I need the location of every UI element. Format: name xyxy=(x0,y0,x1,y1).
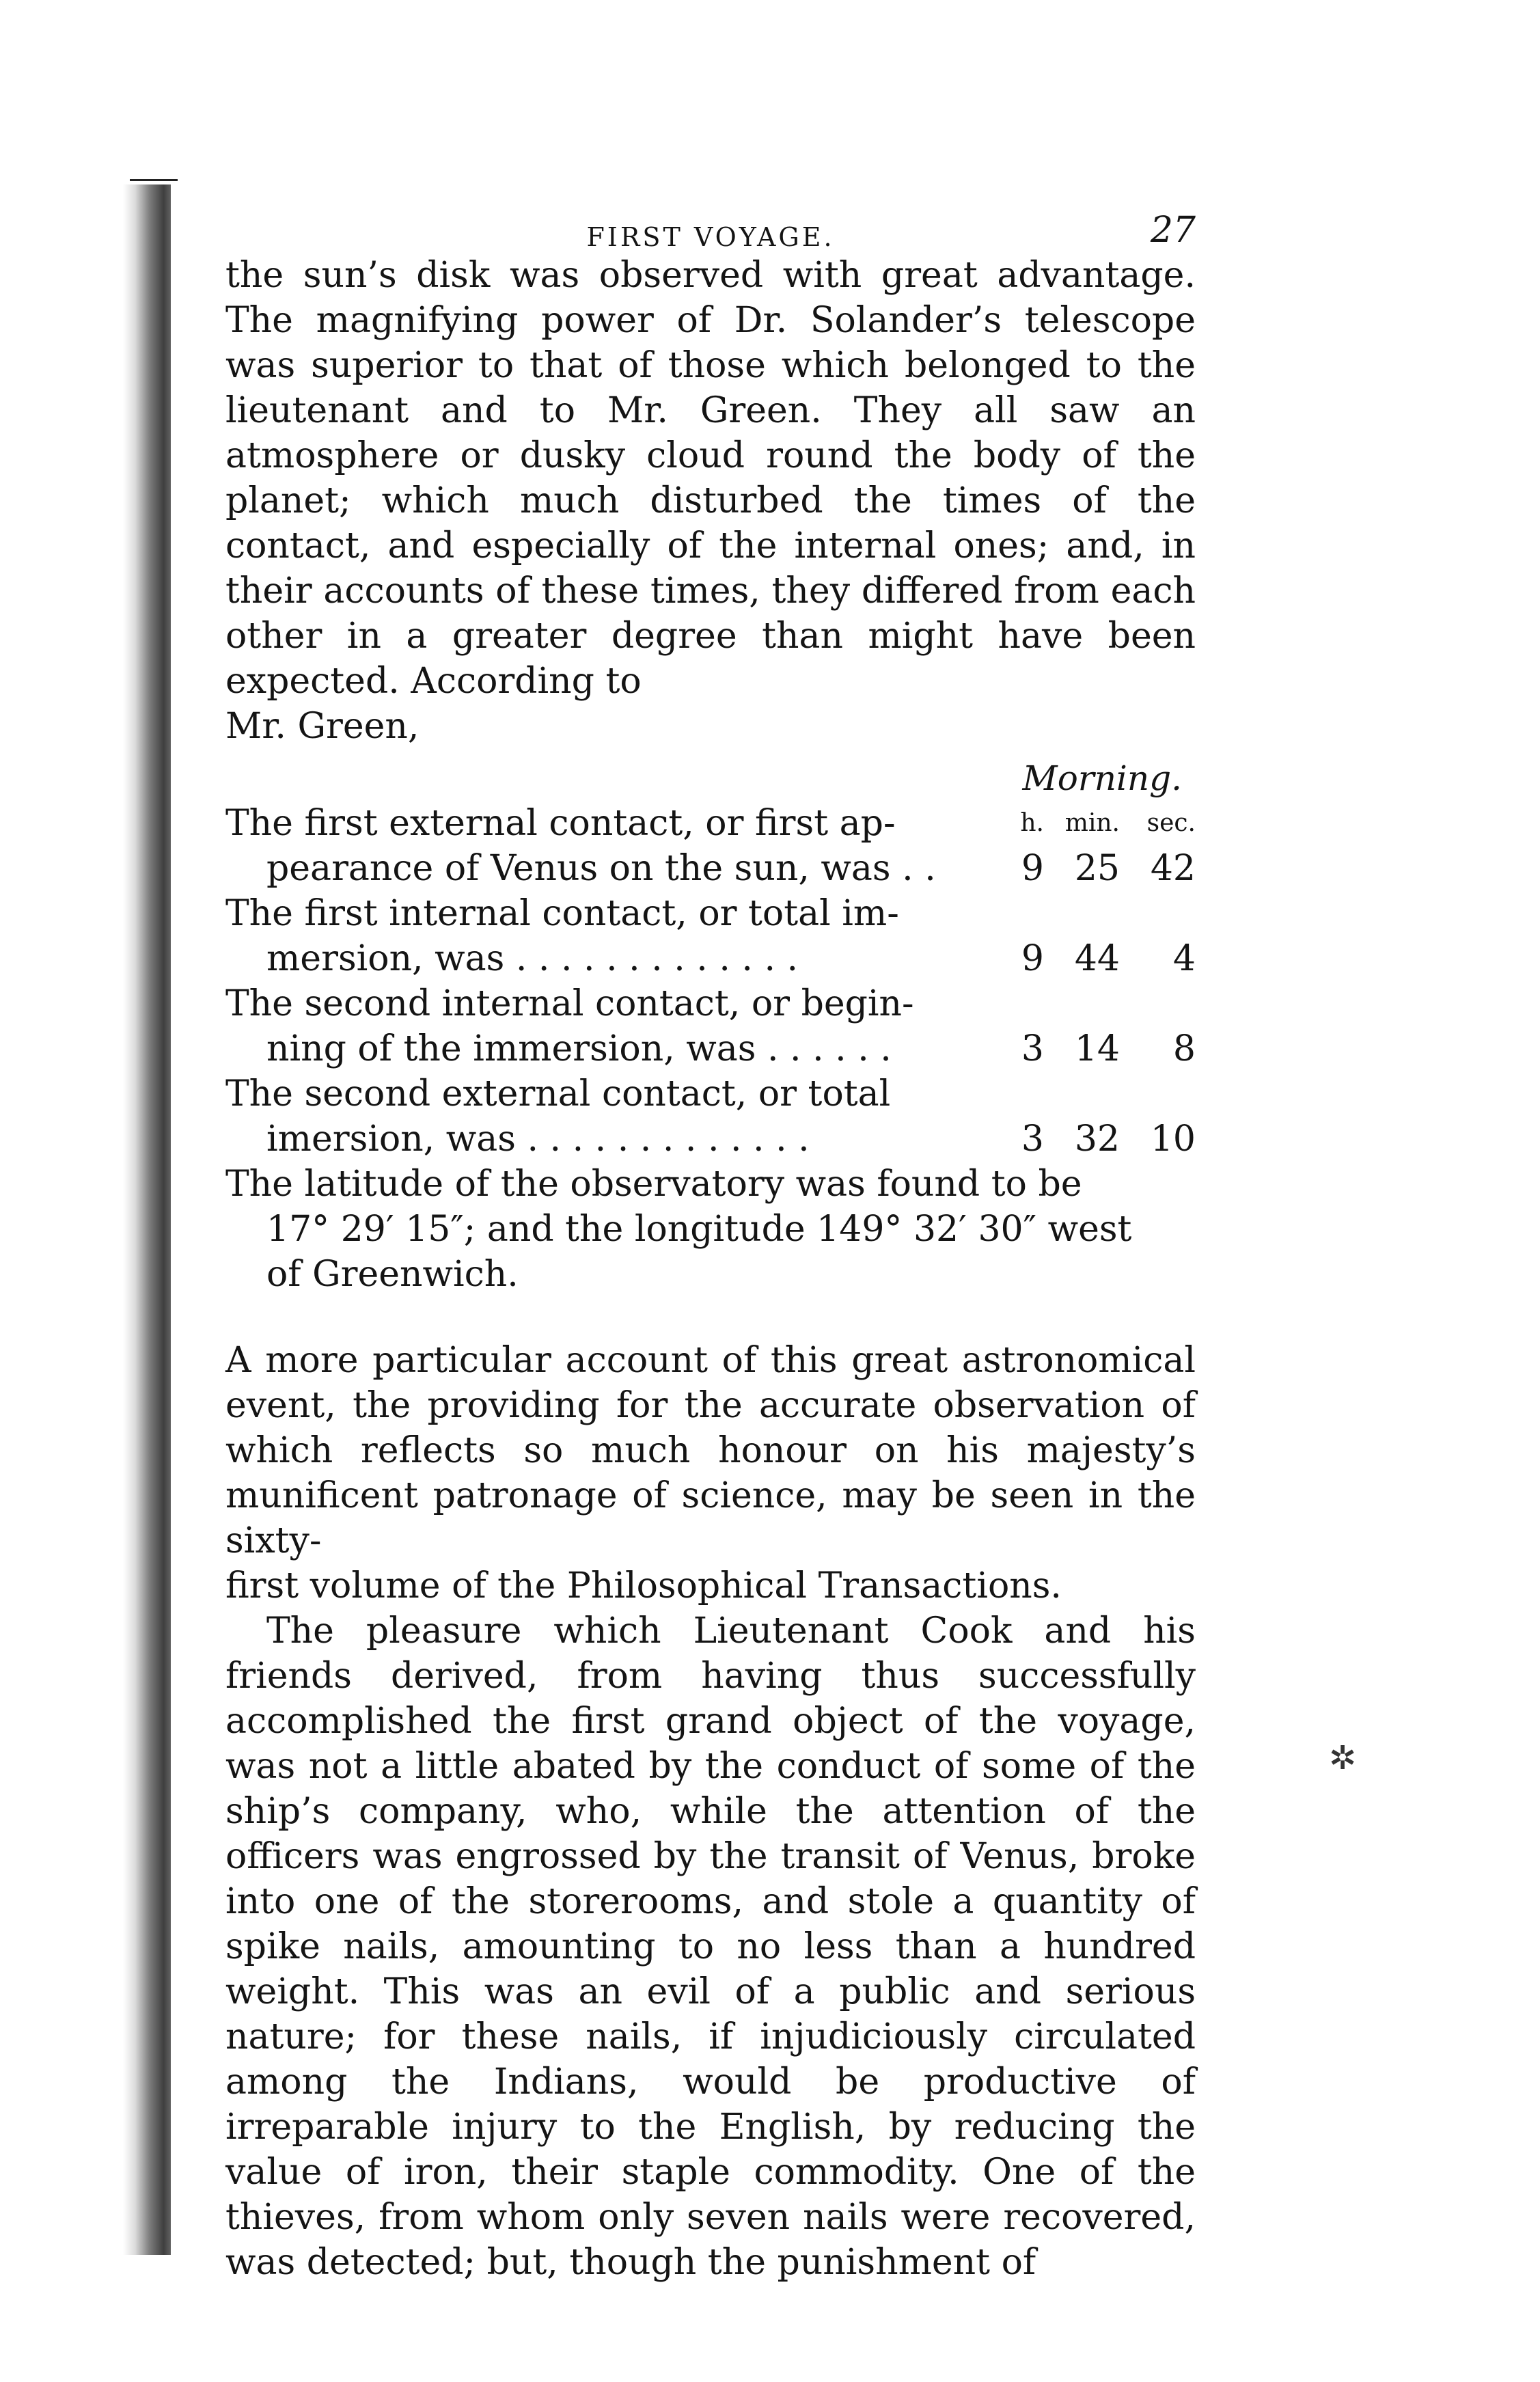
row-description xyxy=(225,1071,998,1162)
binding-gutter-shadow xyxy=(123,184,171,2255)
table-row xyxy=(225,801,1196,891)
latitude-longitude-note xyxy=(225,1162,1196,1297)
row-description xyxy=(225,981,998,1071)
table-row xyxy=(225,1071,1196,1162)
row-line-2: mersion, was . . . . . . . . . . . . . xyxy=(266,938,799,979)
row-line-2: imersion, was . . . . . . . . . . . . . xyxy=(266,1119,810,1160)
paragraph-1-last-line: Mr. Green, xyxy=(225,706,420,747)
row-description xyxy=(225,891,998,981)
observation-table xyxy=(225,756,1196,1297)
seconds-value: 4 xyxy=(1172,938,1196,979)
seconds-value: 10 xyxy=(1150,1119,1196,1160)
paragraph-2-text: A more particular account of this great astronomical event, the providing for the accurate observation of which reflects so much honour on his majesty’s munificent patronage of science, may be seen in the sixty- xyxy=(225,1340,1196,1561)
row-line-1: The first external contact, or first ap- xyxy=(225,803,896,844)
paragraph-3 xyxy=(225,1608,1196,2285)
hours-value: 9 xyxy=(1021,938,1044,979)
row-line-1: The second internal contact, or begin- xyxy=(225,983,914,1024)
time-cell xyxy=(1051,801,1120,891)
row-line-2: ning of the immersion, was . . . . . . xyxy=(266,1028,892,1069)
minutes-value: 14 xyxy=(1074,1028,1120,1069)
row-times xyxy=(998,936,1196,981)
minutes-value: 44 xyxy=(1074,938,1120,979)
paragraph-1 xyxy=(225,253,1196,704)
running-head: FIRST VOYAGE. xyxy=(586,222,835,252)
unit-seconds: sec. xyxy=(1146,809,1196,837)
row-times xyxy=(998,1117,1196,1162)
paragraph-1-text: the sun’s disk was observed with great advantage. The magnifying power of Dr. Solander’s telescope was superior to that of those which belonged to the lieutenant and to Mr. Green. They all saw an atmosphere or dusky cloud round the body of the planet; which much disturbed the times of the contact, and especially of the internal ones; and, in their accounts of these times, they differed from each other in a greater degree than might have been expected. According to xyxy=(225,255,1196,702)
row-line-1: The second external contact, or total xyxy=(225,1073,891,1114)
minutes-value: 32 xyxy=(1074,1119,1120,1160)
row-times xyxy=(998,1026,1196,1071)
time-cell xyxy=(1010,801,1044,891)
row-times xyxy=(998,801,1196,891)
seconds-value: 8 xyxy=(1172,1028,1196,1069)
row-description xyxy=(225,801,998,891)
hours-value: 9 xyxy=(1021,848,1044,889)
latitude-line-1: The latitude of the observatory was found to be xyxy=(225,1164,1082,1205)
latitude-line-3: of Greenwich. xyxy=(266,1254,519,1295)
row-line-1: The first internal contact, or total im- xyxy=(225,893,899,934)
latitude-line-2: 17° 29′ 15″; and the longitude 149° 32′ 30″ west xyxy=(266,1209,1132,1250)
paragraph-2-last-line: first volume of the Philosophical Transactions. xyxy=(225,1565,1062,1606)
paragraph-3-text: The pleasure which Lieutenant Cook and his friends derived, from having thus successfully accomplished the first grand object of the voyage, was not a little abated by the conduct of some of the ship’s company, who, while the attention of the officers was engrossed by the transit of Venus, broke into one of the storerooms, and stole a quantity of spike nails, amounting to no less than a hundred weight. This was an evil of a public and serious nature; for these nails, if injudiciously circulated among the Indians, would be productive of irreparable injury to the English, by reducing the value of iron, their staple commodity. One of the thieves, from whom only seven nails were recovered, was detected; but, though the punishment of xyxy=(225,1611,1196,2283)
hours-value: 3 xyxy=(1021,1119,1044,1160)
page-number: 27 xyxy=(1150,210,1196,251)
seconds-value: 42 xyxy=(1150,848,1196,889)
minutes-value: 25 xyxy=(1074,848,1120,889)
row-line-2: pearance of Venus on the sun, was . . xyxy=(266,848,936,889)
table-row xyxy=(225,981,1196,1071)
margin-mark: ✲ xyxy=(1329,1739,1357,1777)
unit-minutes: min. xyxy=(1064,809,1120,837)
time-cell xyxy=(1127,801,1196,891)
page-header xyxy=(225,205,1196,253)
paragraph-2 xyxy=(225,1338,1196,1563)
section-gap xyxy=(225,1297,1196,1338)
unit-hours: h. xyxy=(1020,809,1044,837)
column-title: Morning. xyxy=(1022,758,1182,798)
book-page xyxy=(225,205,1196,2285)
table-row xyxy=(225,891,1196,981)
binding-rule xyxy=(130,179,178,181)
hours-value: 3 xyxy=(1021,1028,1044,1069)
